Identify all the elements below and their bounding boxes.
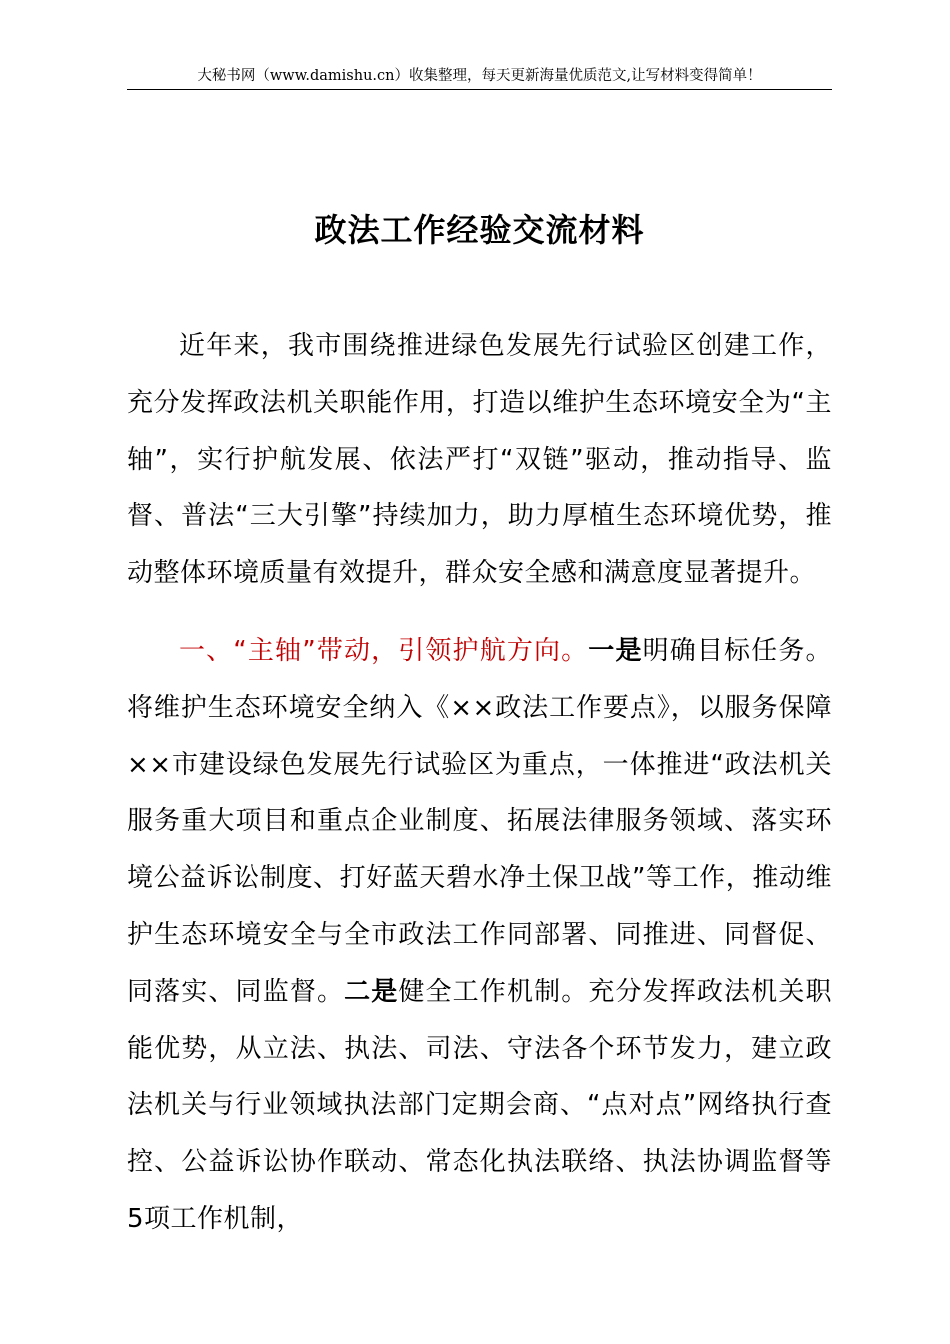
point-1-text: 明确目标任务。将维护生态环境安全纳入《××政法工作要点》，以服务保障××市建设绿色发展先行试验区为重点，一体推进“政法机关服务重大项目和重点企业制度、拓展法律服务领域、落实环境公益诉讼制度、打好蓝天碧水净土保卫战”等工作，推动维护生态环境安全与全市政法工作同部署、同推进、同督促、同落实、同监督。: [127, 636, 832, 1007]
intro-text: 近年来，我市围绕推进绿色发展先行试验区创建工作，充分发挥政法机关职能作用，打造以维护生态环境安全为“主轴”，实行护航发展、依法严打“双链”驱动，推动指导、监督、普法“三大引擎”持续加力，助力厚植生态环境优势，推动整体环境质量有效提升，群众安全感和满意度显著提升。: [127, 331, 832, 589]
document-title: 政法工作经验交流材料: [314, 211, 645, 249]
point-1-label: 一是: [588, 636, 643, 666]
intro-paragraph: [127, 318, 832, 602]
header-divider: [127, 89, 832, 90]
point-2-label: 二是: [344, 976, 399, 1007]
point-2-text: 健全工作机制。充分发挥政法机关职能优势，从立法、执法、司法、守法各个环节发力，建立政法机关与行业领域执法部门定期会商、“点对点”网络执行查控、公益诉讼协作联动、常态化执法联络、执法协调监督等5项工作机制，: [127, 976, 832, 1234]
section-1-paragraph: [127, 623, 832, 1248]
section-1-heading: 一、“主轴”带动，引领护航方向。: [179, 636, 589, 666]
header-note: 大秘书网（www.damishu.cn）收集整理，每天更新海量优质范文,让写材料变得简单！: [197, 68, 762, 84]
